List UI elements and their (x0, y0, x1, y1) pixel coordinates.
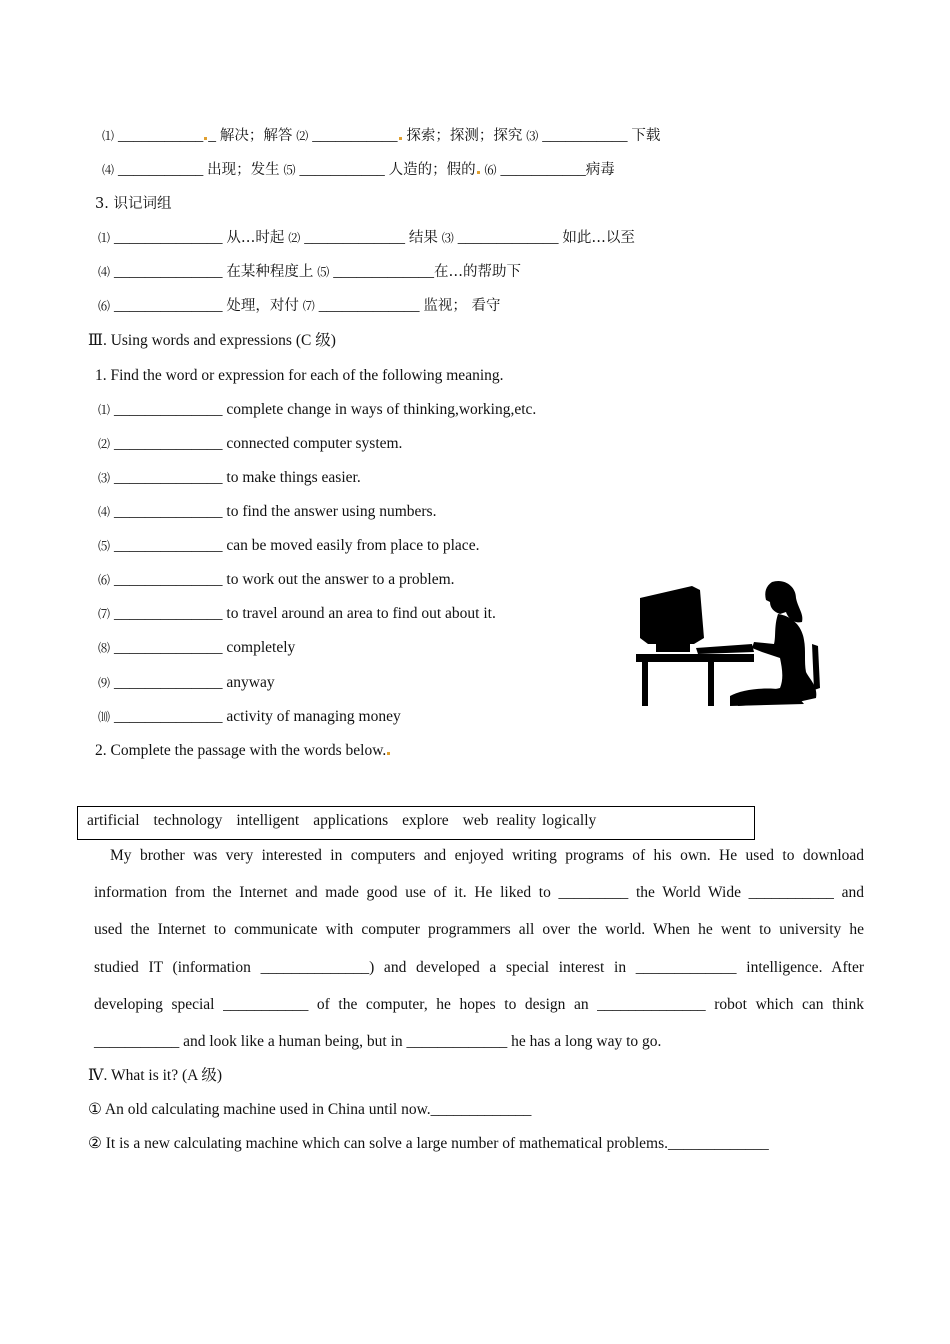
question-item: ① An old calculating machine used in China until now._____________ (88, 1101, 532, 1118)
phrases-heading: 3. 识记词组 (95, 196, 172, 212)
blank[interactable]: ___________ (312, 127, 398, 144)
person-at-computer-icon (634, 578, 820, 708)
list-item: ⑺ ______________ to travel around an area to find out about it. (98, 605, 496, 622)
phrase-row-3: ⑹ ______________ 处理，对付 ⑺ _____________ 监视； 看守 (98, 297, 501, 314)
passage-line: developing special ___________ of the computer, he hopes to design an ______________ robot which can think (94, 996, 864, 1013)
word-bank: artificial technology intelligent applications explore web reality logically (77, 806, 755, 840)
vocab-row-1: ⑴ ___________ _ 解决；解答 ⑵ ___________ 探索；探测；探究 ⑶ ___________ 下载 (102, 127, 661, 144)
list-item: ⑼ ______________ anyway (98, 674, 275, 691)
list-item: ⑴ ______________ complete change in ways of thinking,working,etc. (98, 401, 537, 418)
passage-line: ___________ and look like a human being, but in _____________ he has a long way to go. (94, 1033, 662, 1050)
blank[interactable]: ___________ (118, 161, 204, 178)
blank[interactable]: ___________ (542, 127, 628, 144)
passage-line: My brother was very interested in computers and enjoyed writing programs of his own. He used to download (110, 847, 864, 864)
phrase-row-1: ⑴ ______________ 从…时起 ⑵ _____________ 结果 ⑶ _____________ 如此…以至 (98, 229, 635, 246)
section3-heading: Ⅲ. Using words and expressions (C 级) (88, 332, 336, 349)
phrase-row-2: ⑷ ______________ 在某种程度上 ⑸ _____________在…的帮助下 (98, 263, 522, 280)
list-item: ⑶ ______________ to make things easier. (98, 469, 361, 486)
passage-line: information from the Internet and made good use of it. He liked to _________ the World Wide ___________ and (94, 884, 864, 901)
section4-heading: Ⅳ. What is it? (A 级) (88, 1067, 223, 1084)
question-1: 1. Find the word or expression for each of the following meaning. (95, 367, 504, 384)
list-item: ⑹ ______________ to work out the answer to a problem. (98, 571, 455, 588)
passage-line: studied IT (information ______________) and developed a special interest in _____________ intelligence. After (94, 959, 864, 976)
list-item: ⑵ ______________ connected computer system. (98, 435, 403, 452)
list-item: ⑻ ______________ completely (98, 639, 296, 656)
vocab-row-2: ⑷ ___________ 出现；发生 ⑸ ___________ 人造的；假的 ⑹ ___________病毒 (102, 161, 615, 178)
blank[interactable]: ___________ (118, 127, 204, 144)
blank[interactable]: ___________ (299, 161, 385, 178)
question-item: ② It is a new calculating machine which can solve a large number of mathematical problems._____________ (88, 1135, 769, 1152)
list-item: ⑸ ______________ can be moved easily from place to place. (98, 537, 480, 554)
list-item: ⑽ ______________ activity of managing money (98, 708, 401, 725)
list-item: ⑷ ______________ to find the answer using numbers. (98, 503, 437, 520)
blank[interactable]: ___________ (500, 161, 586, 178)
passage-line: used the Internet to communicate with computer programmers all over the world. When he went to university he (94, 921, 864, 938)
question-2: 2. Complete the passage with the words below. (95, 741, 391, 761)
